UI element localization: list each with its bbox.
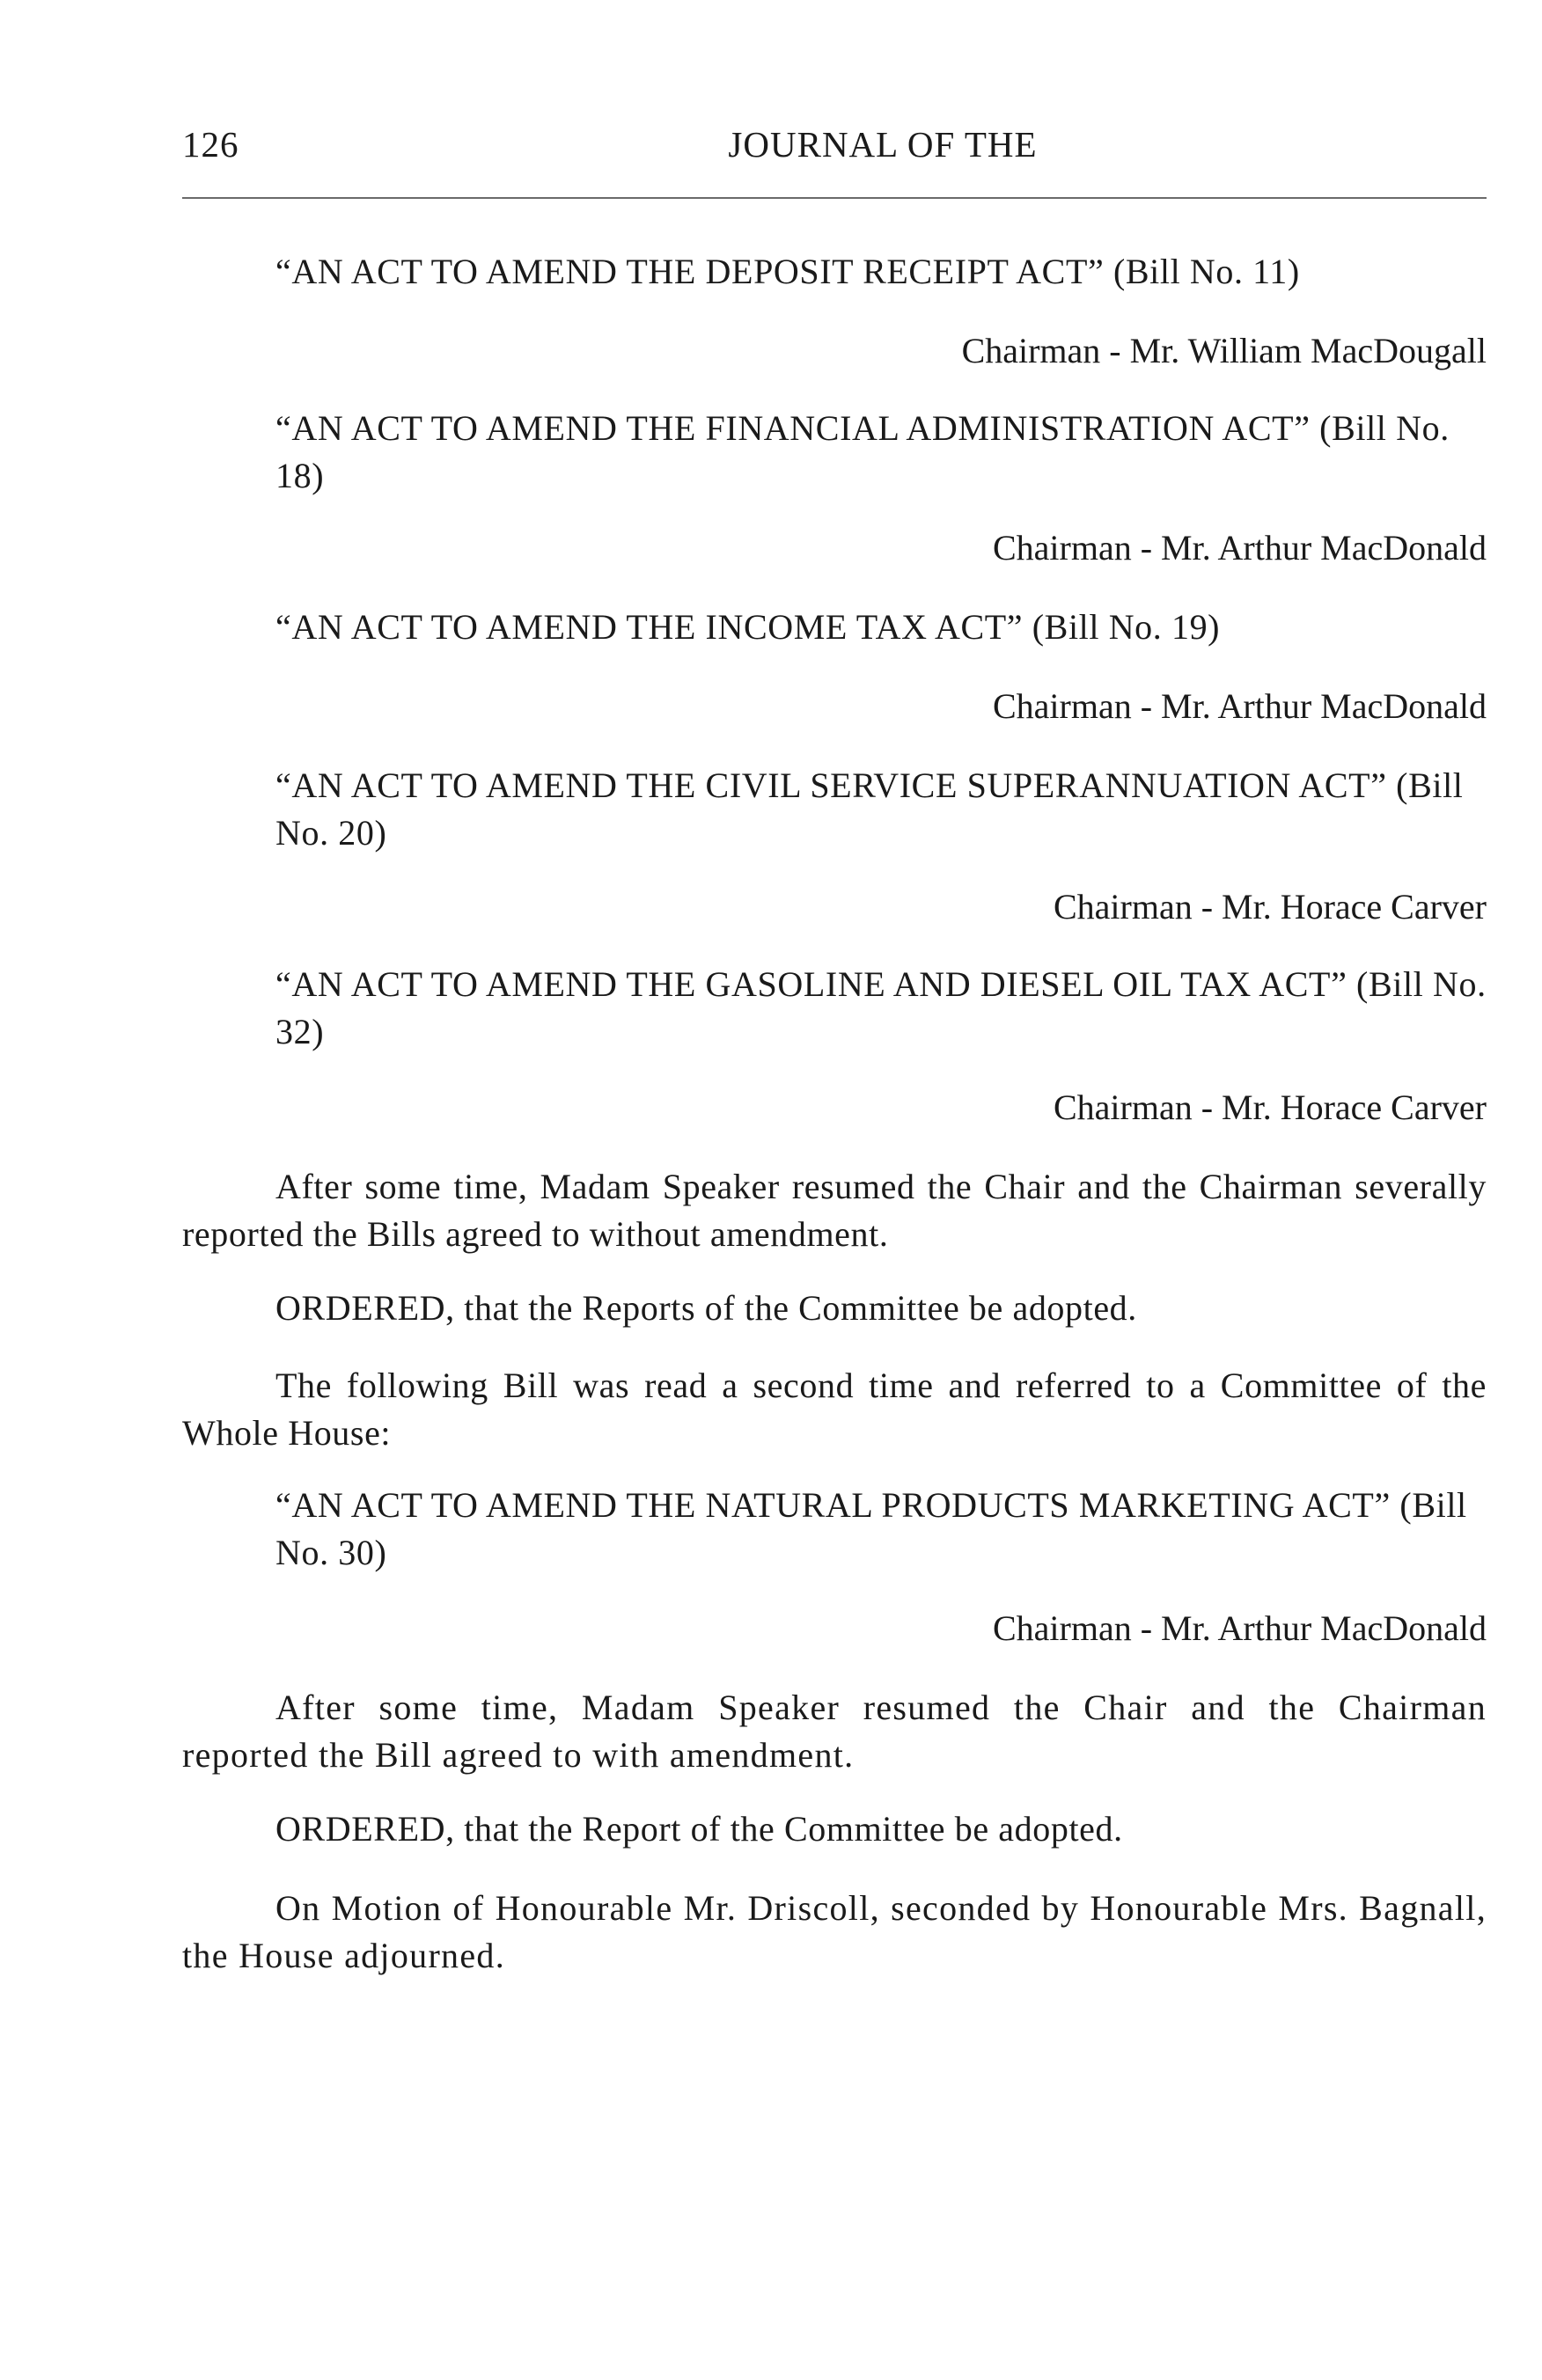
act-title: “AN ACT TO AMEND THE DEPOSIT RECEIPT ACT” (Bill No. 11) (275, 252, 1300, 291)
act-title: “AN ACT TO AMEND THE NATURAL PRODUCTS MARKETING ACT” (Bill No. 30) (275, 1485, 1467, 1572)
chairman-line: Chairman - Mr. Arthur MacDonald (993, 528, 1487, 568)
act-title: “AN ACT TO AMEND THE INCOME TAX ACT” (Bill No. 19) (275, 607, 1221, 647)
paragraph-report-bills: After some time, Madam Speaker resumed the Chair and the Chairman severally reported the Bills agreed to without amendment. (182, 1167, 1487, 1254)
chairman-line: Chairman - Mr. Horace Carver (1053, 1087, 1487, 1127)
act-title: “AN ACT TO AMEND THE FINANCIAL ADMINISTRATION ACT” (Bill No. 18) (275, 408, 1450, 495)
page-number: 126 (182, 124, 239, 165)
running-head: JOURNAL OF THE (728, 124, 1038, 165)
act-title: “AN ACT TO AMEND THE GASOLINE AND DIESEL OIL TAX ACT” (Bill No. 32) (275, 964, 1487, 1051)
chairman-line: Chairman - Mr. Arthur MacDonald (993, 1608, 1487, 1648)
act-title: “AN ACT TO AMEND THE CIVIL SERVICE SUPERANNUATION ACT” (Bill No. 20) (275, 765, 1464, 853)
paragraph-second-reading: The following Bill was read a second time and referred to a Committee of the Whole House: (182, 1366, 1487, 1453)
paragraph-report-bill: After some time, Madam Speaker resumed the Chair and the Chairman reported the Bill agreed to with amendment. (182, 1688, 1487, 1775)
paragraph-adjourned: On Motion of Honourable Mr. Driscoll, seconded by Honourable Mrs. Bagnall, the House adjourned. (182, 1888, 1487, 1975)
paragraph-ordered-report: ORDERED, that the Report of the Committee be adopted. (275, 1809, 1123, 1849)
paragraph-ordered-reports: ORDERED, that the Reports of the Committee be adopted. (275, 1288, 1137, 1328)
header-rule (182, 197, 1487, 199)
chairman-line: Chairman - Mr. Arthur MacDonald (993, 686, 1487, 726)
chairman-line: Chairman - Mr. William MacDougall (961, 331, 1487, 370)
chairman-line: Chairman - Mr. Horace Carver (1053, 887, 1487, 926)
page-header (182, 123, 1487, 176)
